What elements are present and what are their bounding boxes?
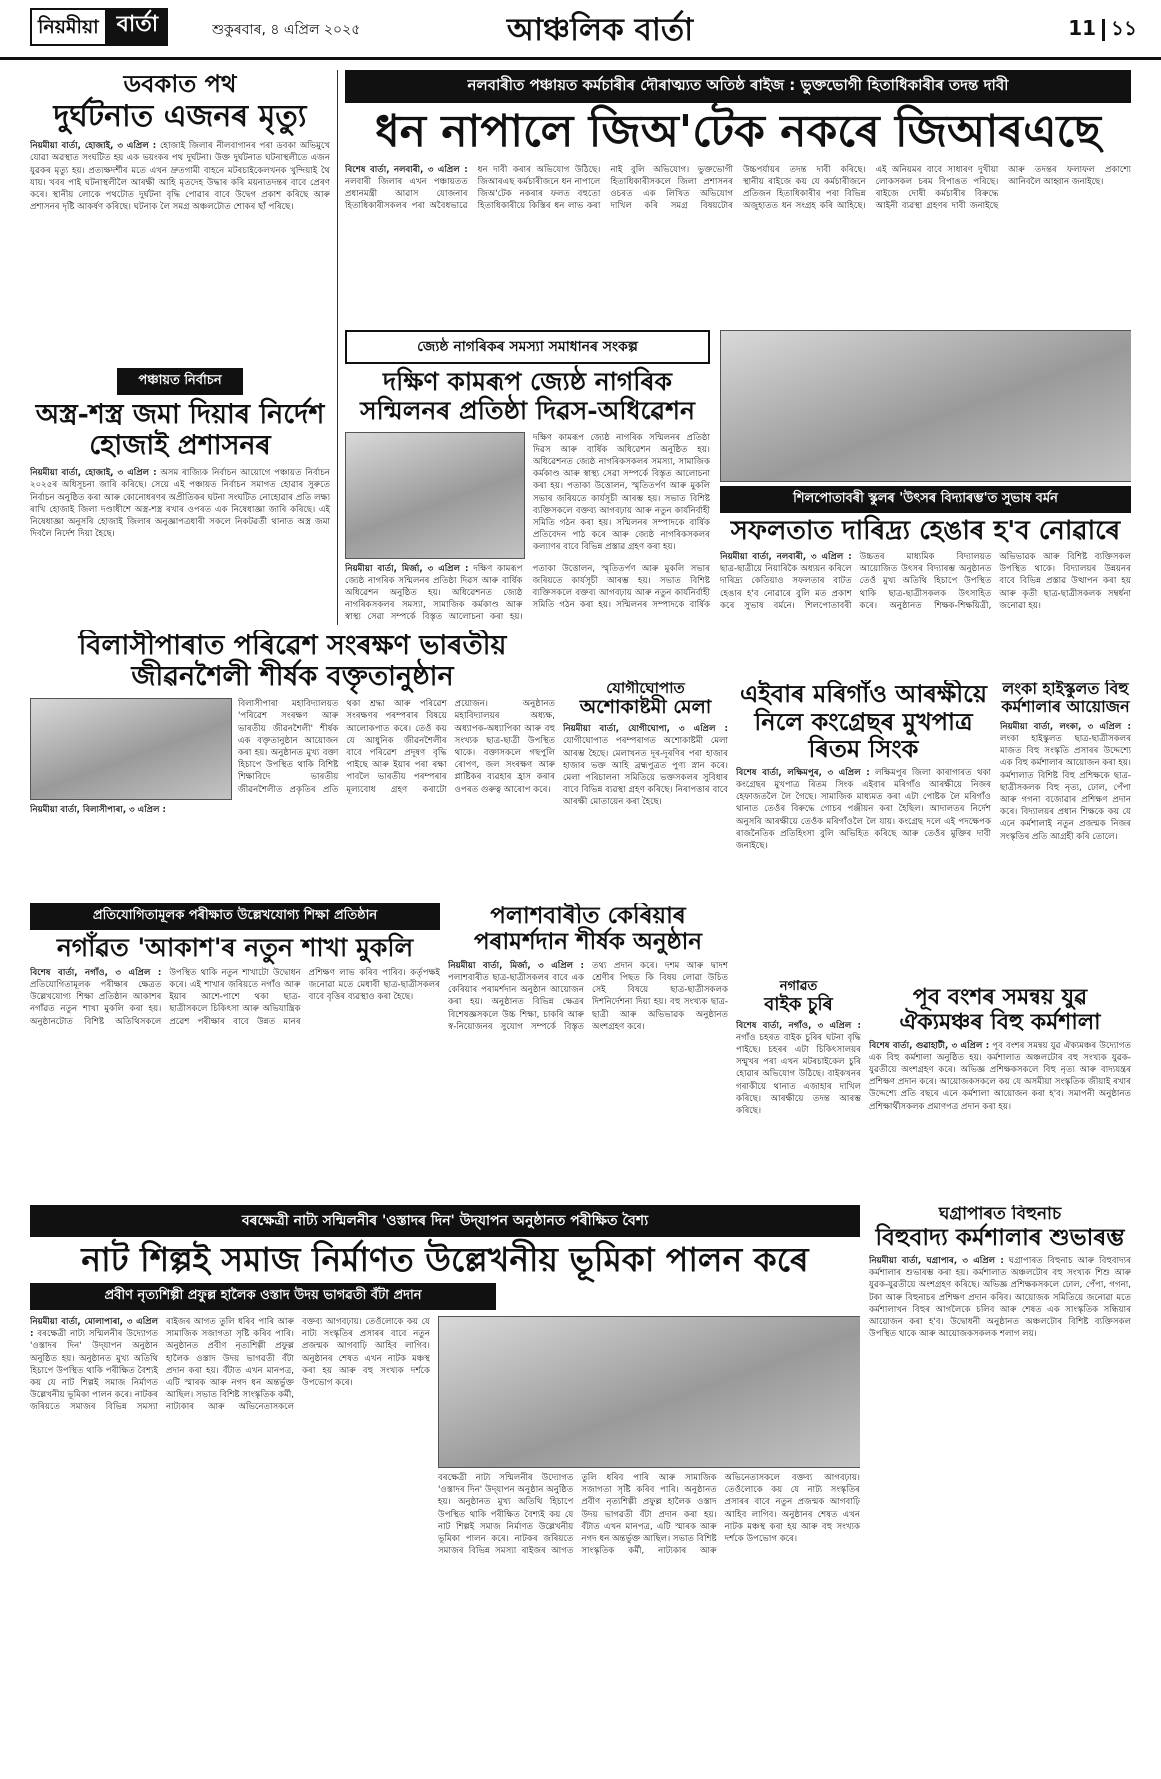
article-text: নলবাৰী জিলাৰ এখন পঞ্চায়তত প্ৰধানমন্ত্ৰী আৱাস যোজনাৰ হিতাধিকাৰীসকলৰ পৰা অবৈধভাৱে ধন দাবী কৰাৰ অভিযোগ উঠিছে। জিআৰএছ কৰ্মচাৰীজনে ধন নাপালে জিঅ'টেক নকৰাৰ ফলত বহুতো হিতাধিকাৰীয়ে কিস্তিৰ ধন লাভ কৰা নাই বুলি অভিযোগ। ভুক্তভোগী হিতাধিকাৰীসকলে জিলা প্ৰশাসনৰ ওচৰত এক লিখিত অভিযোগ দাখিল কৰি সমগ্ৰ বিষয়টোৰ উচ্চপৰ্যায়ৰ তদন্ত দাবী কৰিছে। স্থানীয় ৰাইজে কয় যে কৰ্মচাৰীজনে প্ৰতিজন হিতাধিকাৰীৰ পৰা বিভিন্ন অজুহাতত ধন সংগ্ৰহ কৰি আহিছে। এই অনিয়মৰ বাবে সাধাৰণ দুখীয়া লোকসকল চৰম বিপাঙত পৰিছে। ৰাইজে দোষী কৰ্মচাৰীৰ বিৰুদ্ধে আইনী ব্যৱস্থা গ্ৰহণৰ দাবী জনাইছে আৰু তদন্তৰ ফলাফল প্ৰকাশ্যে আনিবলৈ আহ্বান জনাইছে। xyxy=(345,164,1131,212)
article-kicker: প্ৰতিযোগিতামূলক পৰীক্ষাত উল্লেখযোগ্য শিক্ষা প্ৰতিষ্ঠান xyxy=(30,903,440,930)
article-body xyxy=(30,967,440,1177)
article-text: নগাঁও চহৰত বাইক চুৰিৰ ঘটনা বৃদ্ধি পাইছে। চহৰৰ এটা চিকিৎসালয়ৰ সন্মুখৰ পৰা এখন মটৰচাইকেল চুৰি হোৱাৰ অভিযোগ উঠিছে। বাইকখনৰ গৰাকীয়ে থানাত এজাহাৰ দাখিল কৰিছে। আৰক্ষীয়ে তদন্ত আৰম্ভ কৰিছে। xyxy=(736,1032,861,1117)
article-headline: সফলতাত দাৰিদ্ৰ্য হেঙাৰ হ'ব নোৱাৰে xyxy=(730,516,1121,546)
article-kicker: ডবকাত পথ xyxy=(123,70,237,98)
newspaper-logo xyxy=(30,8,168,46)
article-headline: অশোকাষ্টমী মেলা xyxy=(579,696,712,719)
article-body xyxy=(736,767,991,852)
column-rule xyxy=(337,70,338,625)
article-bike-theft xyxy=(736,980,861,1195)
article-morigaon-arrest xyxy=(736,680,991,970)
article-dateline: নিয়মীয়া বাৰ্তা, লংকা, ৩ এপ্ৰিল : xyxy=(1000,721,1131,732)
article-headline: অস্ত্ৰ-শস্ত্ৰ জমা দিয়াৰ নিৰ্দেশ হোজাই প্ৰশাসনৰ xyxy=(35,399,325,462)
article-text: লংকা হাইস্কুলত ছাত্ৰ-ছাত্ৰীসকলৰ মাজত বিহু সংস্কৃতি প্ৰসাৰৰ উদ্দেশ্যে এক বিহু কৰ্মশালাৰ আয়োজন কৰা হয়। কৰ্মশালাত বিশিষ্ট বিহু প্ৰশিক্ষকে ছাত্ৰ-ছাত্ৰীসকলক বিহু নৃত্য, ঢোল, পেঁপা আৰু গগনা বজোৱাৰ প্ৰশিক্ষণ প্ৰদান কৰে। বিদ্যালয়ৰ প্ৰধান শিক্ষকে কয় যে এনে কৰ্মশালাই নতুন প্ৰজন্মক নিজৰ সংস্কৃতিৰ প্ৰতি আগ্ৰহী কৰি তোলে। xyxy=(1000,733,1131,842)
article-kicker: নলবাৰীত পঞ্চায়ত কৰ্মচাৰীৰ দৌৰাত্ম্যত অতিষ্ঠ ৰাইজ : ভুক্তভোগী হিতাধিকাৰীৰ তদন্ত দাবী xyxy=(345,70,1131,103)
article-headline: পূব বংশৰ সমন্বয় যুৱ ঐক্যমঞ্চৰ বিহু কৰ্মশালা xyxy=(899,985,1101,1036)
article-text: প্ৰতিযোগিতামূলক পৰীক্ষাৰ ক্ষেত্ৰত উল্লেখযোগ্য শিক্ষা প্ৰতিষ্ঠান আকাশৰ নগাঁৱত নতুন শাখা মুকলি কৰা হয়। অনুষ্ঠানটোত বিশিষ্ট অতিথিসকলে উপস্থিত থাকি নতুন শাখাটো উদ্বোধন কৰে। এই শাখাৰ জৰিয়তে নগাঁও আৰু ইয়াৰ আশে-পাশে থকা ছাত্ৰ-ছাত্ৰীসকলে চিকিৎসা আৰু অভিযান্ত্ৰিক প্ৰৱেশ পৰীক্ষাৰ বাবে উন্নত মানৰ প্ৰশিক্ষণ লাভ কৰিব পাৰিব। কৰ্তৃপক্ষই জনোৱা মতে মেধাবী ছাত্ৰ-ছাত্ৰীসকলৰ বাবে বৃত্তিৰ ব্যৱস্থাও কৰা হৈছে। xyxy=(30,967,440,1027)
article-text: পূব বংশৰ সমন্বয় যুৱ ঐক্যমঞ্চৰ উদ্যোগত এক বিহু কৰ্মশালা অনুষ্ঠিত হয়। কৰ্মশালাত অঞ্চলটোৰ বহু সংখ্যক যুৱক-যুৱতীয়ে অংশগ্ৰহণ কৰে। অভিজ্ঞ প্ৰশিক্ষকসকলে বিহু নৃত্য আৰু বাদ্যযন্ত্ৰৰ প্ৰশিক্ষণ প্ৰদান কৰে। আয়োজকসকলে কয় যে অসমীয়া সংস্কৃতিক জীয়াই ৰখাৰ উদ্দেশ্যে প্ৰতি বছৰে এনে কৰ্মশালা আয়োজন কৰা হ'ব। সমাপনী অনুষ্ঠানত প্ৰশিক্ষাৰ্থীসকলক প্ৰমাণপত্ৰ প্ৰদান কৰা হয়। xyxy=(869,1040,1131,1112)
article-text: হোজাই জিলাৰ নীলবাগানৰ পৰা ডবকা অভিমুখে যোৱা অৱস্থাত সংঘটিত হয় এক ভয়ংকৰ পথ দুৰ্ঘটনা। উক্ত দুৰ্ঘটনাত ঘটনাস্থলীতে এজন যুৱকৰ মৃত্যু হয়। প্ৰত্যক্ষদৰ্শীৰ মতে এখন দ্ৰুতগামী বাহনে মটৰচাইকেলখনক খুন্দিয়াই থৈ যায়। খবৰ পাই ঘটনাস্থলীলৈ আৰক্ষী আহি মৃতদেহ উদ্ধাৰ কৰি ময়নাতদন্তৰ বাবে প্ৰেৰণ কৰে। স্থানীয় লোকে পথটোত দুৰ্ঘটনা বৃদ্ধি পোৱাৰ বাবে উদ্বেগ প্ৰকাশ কৰিছে আৰু প্ৰশাসনৰ দৃষ্টি আকৰ্ষণ কৰিছে। ঘটনাক লৈ সমগ্ৰ অঞ্চলটোত শোকৰ ছাঁ পৰিছে। xyxy=(30,141,330,213)
article-headline: বিহুবাদ্য কৰ্মশালাৰ শুভাৰম্ভ xyxy=(875,1223,1125,1251)
article-headline: নগাঁৱত 'আকাশ'ৰ নতুন শাখা মুকলি xyxy=(56,933,414,962)
article-kicker: নগাঁৱত xyxy=(779,980,818,994)
article-body xyxy=(448,960,728,1175)
article-dateline: নিয়মীয়া বাৰ্তা, নলবাৰী, ৩ এপ্ৰিল : xyxy=(720,551,852,562)
article-text: যোগীঘোপাত পৰম্পৰাগত অশোকাষ্টমী মেলা আৰম্ভ হৈছে। মেলাখনত দূৰ-দূৰণিৰ পৰা হাজাৰ হাজাৰ ভক্ত আহি ব্ৰহ্মপুত্ৰত পুণ্য স্নান কৰে। মেলা পৰিচালনা সমিতিয়ে ভক্তসকলৰ সুবিধাৰ বাবে বিভিন্ন ব্যৱস্থা গ্ৰহণ কৰিছে। নিৰাপত্তাৰ বাবে আৰক্ষী মোতায়েন কৰা হৈছে। xyxy=(563,736,728,808)
logo-right: বার্তা xyxy=(107,8,169,46)
page-number xyxy=(1068,14,1137,47)
article-body xyxy=(869,1255,1131,1340)
article-dateline: নিয়মীয়া বাৰ্তা, হোজাই, ৩ এপ্ৰিল : xyxy=(30,141,157,152)
article-dateline: নিয়মীয়া বাৰ্তা, মিৰ্জা, ৩ এপ্ৰিল : xyxy=(345,563,469,574)
article-environment-lecture xyxy=(30,630,555,895)
article-road-accident xyxy=(30,70,330,360)
issue-date: শুকুৰবাৰ, ৪ এপ্ৰিল ২০২৫ xyxy=(212,22,361,38)
article-content xyxy=(30,698,555,868)
article-content xyxy=(345,432,710,559)
page-number-en: 11 xyxy=(1068,16,1097,40)
article-dateline: বিশেষ বাৰ্তা, নগাঁও, ৩ এপ্ৰিল : xyxy=(30,967,162,978)
article-kicker: জ্যেষ্ঠ নাগৰিকৰ সমস্যা সমাধানৰ সংকল্প xyxy=(345,330,710,364)
article-kicker: ঘগ্ৰাপাৰত বিহুনাচ xyxy=(938,1205,1062,1224)
article-career-counselling xyxy=(448,903,728,1193)
article-body xyxy=(345,563,710,633)
article-panchayat-corruption xyxy=(345,70,1131,320)
logo-left: নিয়মীয়া xyxy=(30,8,107,46)
page-number-divider xyxy=(1102,19,1105,41)
article-text-top: দক্ষিণ কামৰূপ জ্যেষ্ঠ নাগৰিক সন্মিলনৰ প্ৰতিষ্ঠা দিৱস আৰু বাৰ্ষিক অধিৱেশন অনুষ্ঠিত হয়। অধিৱেশনত জ্যেষ্ঠ নাগৰিকসকলৰ সমস্যা, সামাজিক কৰ্মকাণ্ড আৰু স্বাস্থ্য সেৱা সম্পৰ্কে বিস্তৃত আলোচনা কৰা হয়। পতাকা উত্তোলন, স্মৃতিতৰ্পণ আৰু মুকলি সভাৰ জৰিয়তে কাৰ্যসূচী আৰম্ভ হয়। সভাত বিশিষ্ট ব্যক্তিসকলে বক্তব্য আগবঢ়ায় আৰু নতুন কাৰ্যনিৰ্বাহী সমিতি গঠন কৰা হয়। সন্মিলনৰ সম্পাদকে বাৰ্ষিক প্ৰতিবেদন পাঠ কৰে আৰু জ্যেষ্ঠ নাগৰিকসকলৰ কল্যাণৰ বাবে বিভিন্ন প্ৰস্তাৱ গ্ৰহণ কৰা হয়। xyxy=(533,432,710,553)
article-lanka-bihu-workshop xyxy=(1000,680,1131,975)
article-text: বৰক্ষেত্ৰী নাট্য সন্মিলনীৰ উদ্যোগত 'ওস্তাদৰ দিন' উদ্‌যাপন অনুষ্ঠান অনুষ্ঠিত হয়। অনুষ্ঠানত মুখ্য অতিথি হিচাপে উপস্থিত থাকি পৰীক্ষিত বৈশ্যই কয় যে নাট শিল্পই সমাজ নিৰ্মাণত উল্লেখনীয় ভূমিকা পালন কৰে। নাটকৰ জৰিয়তে সমাজৰ বিভিন্ন সমস্যা ৰাইজৰ আগত তুলি ধৰিব পাৰি আৰু সামাজিক সজাগতা সৃষ্টি কৰিব পাৰি। অনুষ্ঠানত প্ৰবীণ নৃত্যশিল্পী প্ৰফুল্ল হালৈক ওস্তাদ উদয় ভাগৱতী বঁটা প্ৰদান কৰা হয়। বঁটাত এখন মানপত্ৰ, এটি স্মাৰক আৰু নগদ ধন অন্তৰ্ভুক্ত আছিল। সভাত বিশিষ্ট সাংস্কৃতিক কৰ্মী, নাট্যকাৰ আৰু অভিনেতাসকলে বক্তব্য আগবঢ়ায়। তেওঁলোকে কয় যে নাট্য সংস্কৃতিৰ প্ৰসাৰৰ বাবে নতুন প্ৰজন্মক আগবাঢ়ি আহিব লাগিব। অনুষ্ঠানৰ শেষত এখন নাটক মঞ্চস্থ কৰা হয় আৰু বহু সংখ্যক দৰ্শকে উপভোগ কৰে। xyxy=(30,1316,430,1413)
senior-meeting-photo xyxy=(345,432,525,559)
article-body xyxy=(869,1040,1131,1113)
article-bihu-instrument-workshop xyxy=(869,1205,1131,1765)
article-subkicker: প্ৰবীণ নৃত্যশিল্পী প্ৰফুল্ল হালৈক ওস্তাদ উদয় ভাগৱতী বঁটা প্ৰদান xyxy=(30,1283,496,1310)
article-dateline: নিয়মীয়া বাৰ্তা, ঘগ্ৰাপাৰ, ৩ এপ্ৰিল : xyxy=(869,1255,1004,1266)
article-text: ঘগ্ৰাপাৰত বিহুনাচ আৰু বিহুবাদ্যৰ কৰ্মশালাৰ শুভাৰম্ভ কৰা হয়। কৰ্মশালাত অঞ্চলটোৰ বহু সংখ্যক শিশু আৰু যুৱক-যুৱতীয়ে অংশগ্ৰহণ কৰিছে। অভিজ্ঞ প্ৰশিক্ষকসকলে ঢোল, পেঁপা, গগনা, টকা আৰু বিহুনাচৰ প্ৰশিক্ষণ প্ৰদান কৰিব। আয়োজক সমিতিয়ে জনোৱা মতে কৰ্মশালাখন বিহুৰ আগলৈকে চলিব আৰু শেষত এক সাংস্কৃতিক সন্ধিয়াৰ আয়োজন কৰা হ'ব। উদ্বোধনী অনুষ্ঠানত অঞ্চলটোৰ বিশিষ্ট ব্যক্তিসকল উপস্থিত থাকে আৰু আয়োজকসকলক শলাগ লয়। xyxy=(869,1255,1131,1340)
article-dateline: বিশেষ বাৰ্তা, গুৱাহাটী, ৩ এপ্ৰিল : xyxy=(869,1040,990,1051)
article-content xyxy=(30,1316,860,1746)
article-headline: লংকা হাইস্কুলত বিহু কৰ্মশালাৰ আয়োজন xyxy=(1001,680,1130,717)
article-dateline-block xyxy=(30,804,230,864)
article-text: পলাশবাৰীত ছাত্ৰ-ছাত্ৰীসকলৰ বাবে এক কেৰিয়াৰ পৰামৰ্শদান অনুষ্ঠান আয়োজন কৰা হয়। অনুষ্ঠানত বিভিন্ন ক্ষেত্ৰৰ বিশেষজ্ঞসকলে উচ্চ শিক্ষা, চাকৰি আৰু স্ব-নিয়োজনৰ সুযোগ সম্পৰ্কে বিস্তৃত তথ্য প্ৰদান কৰে। দশম আৰু দ্বাদশ শ্ৰেণীৰ পিছত কি বিষয় লোৱা উচিত সেই বিষয়ে ছাত্ৰ-ছাত্ৰীসকলক দিশনিৰ্দেশনা দিয়া হয়। বহু সংখ্যক ছাত্ৰ-ছাত্ৰী আৰু অভিভাৱক অনুষ্ঠানত অংশগ্ৰহণ কৰে। xyxy=(448,960,728,1032)
article-dateline: নিয়মীয়া বাৰ্তা, মিৰ্জা, ৩ এপ্ৰিল : xyxy=(448,960,584,971)
article-dateline: বিশেষ বাৰ্তা, নলবাৰী, ৩ এপ্ৰিল : xyxy=(345,164,468,175)
article-senior-citizens xyxy=(345,330,710,670)
article-text: অসম ৰাজ্যিক নিৰ্বাচন আয়োগে পঞ্চায়ত নিৰ্বাচন ২০২৫ৰ অধিসূচনা জাৰি কৰিছে। সেয়ে এই পঞ্চায়ত নিৰ্বাচন সমাগত হোৱাৰ সুৰুতে নিৰ্বাচন অনুষ্ঠিত কৰা আৰু কোনোধৰণৰ অপ্ৰীতিকৰ ঘটনা সংঘটিত নোহোৱাৰ প্ৰতি লক্ষ্য ৰাখি হোজাই জিলা দণ্ডাধীশে অস্ত্ৰ-শস্ত্ৰ ৰখাৰ ওপৰত এক নিষেধাজ্ঞা জাৰি কৰিছে। এই নিষেধাজ্ঞা অনুসৰি হোজাই জিলাৰ অনুজ্ঞাপত্ৰধাৰী সকলে নিকটৱৰ্তী থানাত অস্ত্ৰ জমা দিবলৈ নিৰ্দেশ দিয়া হৈছে। xyxy=(30,468,330,540)
article-text: দক্ষিণ কামৰূপ জ্যেষ্ঠ নাগৰিক সন্মিলনৰ প্ৰতিষ্ঠা দিৱস আৰু বাৰ্ষিক অধিৱেশন অনুষ্ঠিত হয়। অধিৱেশনত জ্যেষ্ঠ নাগৰিকসকলৰ সমস্যা, সামাজিক কৰ্মকাণ্ড আৰু স্বাস্থ্য সেৱা সম্পৰ্কে বিস্তৃত আলোচনা কৰা হয়। পতাকা উত্তোলন, স্মৃতিতৰ্পণ আৰু মুকলি সভাৰ জৰিয়তে কাৰ্যসূচী আৰম্ভ হয়। সভাত বিশিষ্ট ব্যক্তিসকলে বক্তব্য আগবঢ়ায় আৰু নতুন কাৰ্যনিৰ্বাহী সমিতি গঠন কৰা হয়। সন্মিলনৰ সম্পাদকে বাৰ্ষিক xyxy=(345,563,710,623)
article-body-continued: বৰক্ষেত্ৰী নাট্য সন্মিলনীৰ উদ্যোগত 'ওস্তাদৰ দিন' উদ্‌যাপন অনুষ্ঠান অনুষ্ঠিত হয়। অনুষ্ঠানত মুখ্য অতিথি হিচাপে উপস্থিত থাকি পৰীক্ষিত বৈশ্যই কয় যে নাট শিল্পই সমাজ নিৰ্মাণত উল্লেখনীয় ভূমিকা পালন কৰে। নাটকৰ জৰিয়তে সমাজৰ বিভিন্ন সমস্যা ৰাইজৰ আগত তুলি ধৰিব পাৰি আৰু সামাজিক সজাগতা সৃষ্টি কৰিব পাৰি। অনুষ্ঠানত প্ৰবীণ নৃত্যশিল্পী প্ৰফুল্ল হালৈক ওস্তাদ উদয় ভাগৱতী বঁটা প্ৰদান কৰা হয়। বঁটাত এখন মানপত্ৰ, এটি স্মাৰক আৰু নগদ ধন অন্তৰ্ভুক্ত আছিল। সভাত বিশিষ্ট সাংস্কৃতিক কৰ্মী, নাট্যকাৰ আৰু অভিনেতাসকলে বক্তব্য আগবঢ়ায়। তেওঁলোকে কয় যে নাট্য সংস্কৃতিৰ প্ৰসাৰৰ বাবে নতুন প্ৰজন্মক আগবাঢ়ি আহিব লাগিব। অনুষ্ঠানৰ শেষত এখন নাটক মঞ্চস্থ কৰা হয় আৰু বহু সংখ্যক দৰ্শকে উপভোগ কৰে। xyxy=(438,1472,860,1557)
article-body xyxy=(1000,721,1131,843)
article-aakash-branch xyxy=(30,903,440,1193)
article-dateline: নিয়মীয়া বাৰ্তা, যোগীঘোপা, ৩ এপ্ৰিল : xyxy=(563,724,728,735)
article-dateline: নিয়মীয়া বাৰ্তা, হোজাই, ৩ এপ্ৰিল : xyxy=(30,468,157,479)
article-body xyxy=(563,723,728,808)
article-school-event xyxy=(720,330,1131,675)
article-youth-bihu-workshop xyxy=(869,985,1131,1195)
page-number-as: ১১ xyxy=(1111,16,1137,40)
article-headline: দক্ষিণ কামৰূপ জ্যেষ্ঠ নাগৰিক সন্মিলনৰ প্ৰতিষ্ঠা দিৱস-অধিৱেশন xyxy=(360,367,695,425)
article-dateline: নিয়মীয়া বাৰ্তা, মোলাপাৰা, ৩ এপ্ৰিল : xyxy=(30,1316,158,1340)
article-kicker: শিলপোতাবৰী স্কুলৰ 'উৎসৰ বিদ্যাৰম্ভ'ত সুভাষ বৰ্মন xyxy=(720,486,1131,513)
article-headline: বিলাসীপাৰাত পৰিৱেশ সংৰক্ষণ ভাৰতীয় জীৱনশৈলী শীৰ্ষক বক্তৃতানুষ্ঠান xyxy=(78,630,507,693)
article-body: বিলাসীপাৰা মহাবিদ্যালয়ত 'পৰিৱেশ সংৰক্ষণ আৰু ভাৰতীয় জীৱনশৈলী' শীৰ্ষক এক বক্তৃতানুষ্ঠান আয়োজন কৰা হয়। অনুষ্ঠানত মুখ্য বক্তা হিচাপে উপস্থিত থাকি বিশিষ্ট শিক্ষাবিদে ভাৰতীয় জীৱনশৈলীত প্ৰকৃতিৰ প্ৰতি থকা শ্ৰদ্ধা আৰু পৰিৱেশ সংৰক্ষণৰ পৰম্পৰাৰ বিষয়ে আলোকপাত কৰে। তেওঁ কয় যে আধুনিক জীৱনশৈলীৰ বাবে পৰিৱেশ প্ৰদূষণ বৃদ্ধি পাইছে আৰু ইয়াৰ পৰা ৰক্ষা পাবলৈ ভাৰতীয় পৰম্পৰাৰ মূল্যবোধ গ্ৰহণ কৰাটো প্ৰয়োজন। অনুষ্ঠানত মহাবিদ্যালয়ৰ অধ্যক্ষ, অধ্যাপক-অধ্যাপিকা আৰু বহু সংখ্যক ছাত্ৰ-ছাত্ৰী উপস্থিত থাকে। বক্তাসকলে গছপুলি ৰোপণ, জল সংৰক্ষণ আৰু প্লাষ্টিকৰ ব্যৱহাৰ হ্ৰাস কৰাৰ ওপৰত গুৰুত্ব আৰোপ কৰে। xyxy=(238,699,555,795)
article-kicker: পঞ্চায়ত নিৰ্বাচন xyxy=(117,368,243,395)
drama-event-photo xyxy=(438,1316,860,1468)
article-body xyxy=(30,1316,430,1746)
article-arms-deposit xyxy=(30,368,330,623)
article-drama-teacher-day xyxy=(30,1205,860,1765)
article-dateline: নিয়মীয়া বাৰ্তা, বিলাসীপাৰা, ৩ এপ্ৰিল : xyxy=(30,805,166,816)
article-headline: এইবাৰ মৰিগাঁও আৰক্ষীয়ে নিলে কংগ্ৰেছৰ মুখপাত্ৰ ৰিতম সিংক xyxy=(740,680,987,764)
article-headline: ধন নাপালে জিঅ'টেক নকৰে জিআৰএছে xyxy=(375,106,1101,157)
article-headline: দুৰ্ঘটনাত এজনৰ মৃত্যু xyxy=(53,98,307,134)
article-headline: বাইক চুৰি xyxy=(764,993,833,1015)
article-kicker: বৰক্ষেত্ৰী নাট্য সন্মিলনীৰ 'ওস্তাদৰ দিন' উদ্‌যাপন অনুষ্ঠানত পৰীক্ষিত বৈশ্য xyxy=(30,1205,860,1237)
article-headline: পলাশবাৰীত কেৰিয়াৰ পৰামৰ্শদান শীৰ্ষক অনুষ্ঠান xyxy=(473,903,703,956)
masthead xyxy=(0,0,1161,60)
article-text: ছাত্ৰ-ছাত্ৰীয়ে নিয়াৰিকৈ অধ্যয়ন কৰিলে দাৰিদ্ৰ্য কেতিয়াও সফলতাৰ বাটত হেঙাৰ হ'ব নোৱাৰে বুলি মত প্ৰকাশ কৰে সুভাষ বৰ্মনে। শিলপোতাবৰী উচ্চতৰ মাধ্যমিক বিদ্যালয়ত আয়োজিত উৎসৰ বিদ্যাৰম্ভ অনুষ্ঠানত তেওঁ মুখ্য অতিথি হিচাপে উপস্থিত থাকি ছাত্ৰ-ছাত্ৰীসকলক উৎসাহিত কৰে। অনুষ্ঠানত শিক্ষক-শিক্ষয়িত্ৰী, অভিভাৱক আৰু বিশিষ্ট ব্যক্তিসকল উপস্থিত থাকে। বিদ্যালয়ৰ উন্নয়নৰ বাবে বিভিন্ন প্ৰস্তাৱ উত্থাপন কৰা হয় আৰু কৃতী ছাত্ৰ-ছাত্ৰীসকলক সম্বৰ্ধনা জনোৱা হয়। xyxy=(720,551,1131,611)
article-headline: নাট শিল্পই সমাজ নিৰ্মাণত উল্লেখনীয় ভূমিকা পালন কৰে xyxy=(81,1240,809,1279)
article-body xyxy=(720,551,1131,671)
article-body xyxy=(30,140,330,213)
article-body xyxy=(736,1020,861,1118)
article-kicker: যোগীঘোপাত xyxy=(606,680,685,697)
school-event-photo xyxy=(720,330,1131,482)
photo-column xyxy=(30,698,230,868)
lecture-photo xyxy=(30,698,232,800)
article-body xyxy=(30,467,330,540)
article-body xyxy=(345,164,1131,284)
section-title: আঞ্চলিক বাৰ্তা xyxy=(506,12,694,48)
article-dateline: বিশেষ বাৰ্তা, নগাঁও, ৩ এপ্ৰিল : xyxy=(736,1020,861,1031)
photo-column xyxy=(438,1316,860,1746)
article-ashokashtami-fair xyxy=(563,680,728,890)
article-dateline: বিশেষ বাৰ্তা, লক্ষিমপুৰ, ৩ এপ্ৰিল : xyxy=(736,767,870,778)
article-text: লক্ষিমপুৰ জিলা কাৰাগাৰত থকা কংগ্ৰেছৰ মুখপাত্ৰ ৰিতম সিংক এইবাৰ মৰিগাঁও আৰক্ষীয়ে নিজৰ হেফাজতলৈ লৈ গৈছে। সামাজিক মাধ্যমত কৰা এটা পোষ্টক লৈ মৰিগাঁও থানাত তেওঁৰ বিৰুদ্ধে গোচৰ পঞ্জীয়ন কৰা হৈছিল। আদালতৰ নিৰ্দেশ অনুসৰি আৰক্ষীয়ে তেওঁক মৰিগাঁওলৈ লৈ যায়। কংগ্ৰেছ দলে এই পদক্ষেপক ৰাজনৈতিক প্ৰতিহিংসা বুলি অভিহিত কৰিছে আৰু তেওঁৰ মুক্তিৰ দাবী জনাইছে। xyxy=(736,767,991,851)
